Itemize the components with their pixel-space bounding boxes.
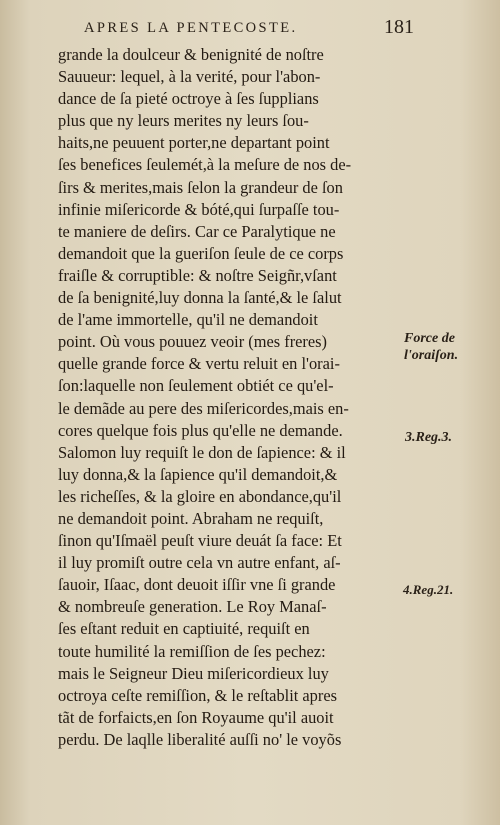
text-line: ſauoir, Iſaac, dont deuoit iſſir vne ſi grande — [58, 575, 336, 595]
text-line: te maniere de deſirs. Car ce Paralytique ne — [58, 221, 336, 241]
text-line: ne demandoit point. Abraham ne requiſt, — [58, 508, 324, 528]
text-line: point. Où vous pouuez veoir (mes freres) — [58, 332, 328, 352]
margin-note-force-de: Force de — [404, 331, 455, 346]
text-line: les richeſſes, & la gloire en abondance,qu'il — [58, 486, 342, 506]
text-line: ſirs & merites,mais ſelon la grandeur de ſon — [58, 177, 343, 197]
text-line: haits,ne peuuent porter,ne departant point — [58, 133, 330, 153]
text-line: demandoit que la gueriſon ſeule de ce corps — [58, 243, 344, 263]
text-line: il luy promiſt outre cela vn autre enfant, aſ- — [58, 553, 341, 573]
running-title: APRES LA PENTECOSTE. — [84, 20, 298, 36]
text-line: cores quelque fois plus qu'elle ne demande. — [58, 420, 343, 440]
text-line: fraiſle & corruptible: & noſtre Seigñr,vſant — [58, 265, 337, 285]
text-line: Sauueur: lequel, à la verité, pour l'abon- — [58, 67, 321, 87]
text-line: tãt de forfaicts,en ſon Royaume qu'il auoit — [58, 707, 334, 727]
text-line: infinie miſericorde & bóté,qui ſurpaſſe tou- — [58, 199, 340, 219]
margin-note-loraison: l'oraiſon. — [404, 348, 459, 363]
text-line: ſinon qu'Iſmaël peuſt viure deuát ſa face: Et — [58, 531, 342, 551]
page-header — [84, 16, 414, 40]
text-line: octroya ceſte remiſſion, & le reſtablit apres — [58, 685, 337, 705]
text-line: plus que ny leurs merites ny leurs ſou- — [58, 111, 309, 131]
page-number: 181 — [384, 16, 414, 38]
text-line: Salomon luy requiſt le don de ſapience: & il — [58, 442, 346, 462]
text-line: grande la doulceur & benignité de noſtre — [58, 45, 324, 64]
text-line: & nombreuſe generation. Le Roy Manaſ- — [58, 597, 327, 617]
text-line: luy donna,& la ſapience qu'il demandoit,& — [58, 464, 338, 484]
text-line: dance de ſa pieté octroye à ſes ſupplians — [58, 89, 319, 109]
text-line: de ſa benignité,luy donna la ſanté,& le ſalut — [58, 288, 342, 308]
margin-note-force-oraison — [404, 330, 458, 364]
margin-note-reg-4: 4.Reg.21. — [403, 582, 454, 597]
body-text — [58, 44, 404, 751]
text-line: le demãde au pere des miſericordes,mais en- — [58, 398, 349, 418]
margin-note-reg-3: 3.Reg.3. — [405, 430, 453, 445]
text-line: de l'ame immortelle, qu'il ne demandoit — [58, 310, 318, 330]
text-line: ſon:laquelle non ſeulement obtiét ce qu'el- — [58, 376, 334, 396]
text-line: toute humilité la remiſſion de ſes pechez: — [58, 641, 326, 661]
text-line: mais le Seigneur Dieu miſericordieux luy — [58, 663, 329, 683]
text-line: ſes eſtant reduit en captiuité, requiſt en — [58, 619, 310, 639]
text-line: ſes benefices ſeulemét,à la meſure de nos de- — [58, 155, 352, 175]
text-line: perdu. De laqlle liberalité auſſi no' le voyõs — [58, 729, 342, 749]
text-line: quelle grande force & vertu reluit en l'orai- — [58, 354, 340, 374]
